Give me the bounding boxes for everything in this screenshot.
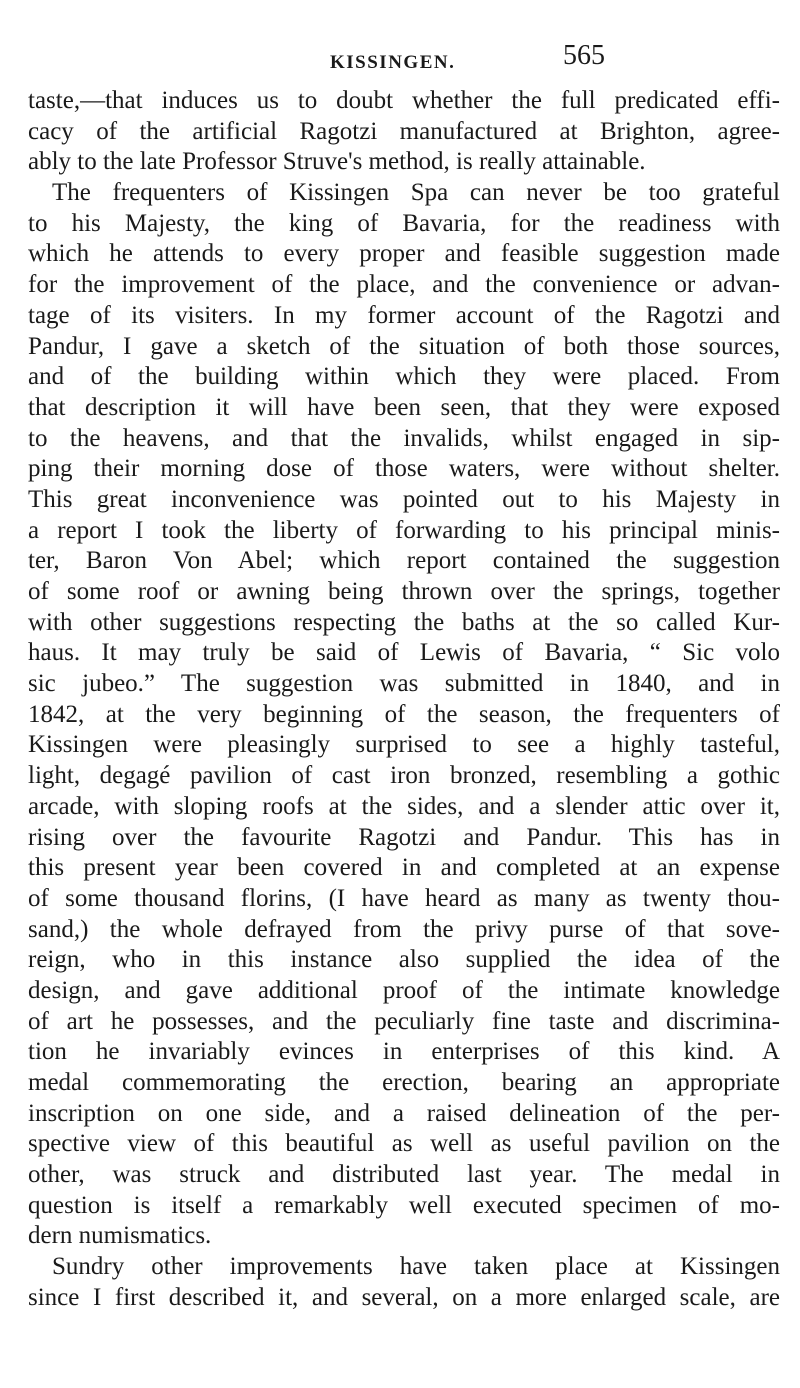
text-line: dern numismatics.	[28, 1222, 212, 1250]
text-line: tion he invariably evinces in enterprises of this kind. A	[28, 1038, 780, 1066]
text-line: this present year been covered in and completed at an expense	[28, 854, 780, 882]
page-number: 565	[563, 40, 605, 71]
text-line: with other suggestions respecting the baths at the so called Kur-	[28, 608, 780, 636]
text-line: ping their morning dose of those waters, were without shelter.	[28, 455, 780, 483]
text-line: Pandur, I gave a sketch of the situation of both those sources,	[28, 332, 780, 360]
text-line: question is itself a remarkably well executed specimen of mo-	[28, 1191, 780, 1219]
text-line: tage of its visiters. In my former account of the Ragotzi and	[28, 301, 780, 329]
text-line: that description it will have been seen, that they were exposed	[28, 393, 780, 421]
text-line: of some thousand florins, (I have heard as many as twenty thou-	[28, 884, 780, 912]
text-line: spective view of this beautiful as well as useful pavilion on the	[28, 1130, 780, 1158]
text-line: to the heavens, and that the invalids, whilst engaged in sip-	[28, 424, 780, 452]
text-line: design, and gave additional proof of the intimate knowledge	[28, 976, 780, 1004]
text-line: other, was struck and distributed last year. The medal in	[28, 1161, 780, 1189]
text-line: taste,—that induces us to doubt whether the full predicated effi-	[28, 87, 780, 114]
text-line: This great inconvenience was pointed out to his Majesty in	[28, 485, 780, 513]
text-line: sic jubeo.” The suggestion was submitted in 1840, and in	[28, 670, 780, 698]
text-line: haus. It may truly be said of Lewis of Bavaria, “ Sic volo	[28, 639, 780, 667]
text-line: ably to the late Professor Struve's method, is really attainable.	[28, 148, 646, 176]
text-line: and of the building within which they were placed. From	[28, 363, 780, 391]
text-line: reign, who in this instance also supplied the idea of the	[28, 946, 780, 974]
text-line: to his Majesty, the king of Bavaria, for the readiness with	[28, 209, 780, 237]
text-line: rising over the favourite Ragotzi and Pandur. This has in	[28, 823, 780, 851]
text-line: a report I took the liberty of forwarding to his principal minis-	[28, 516, 780, 544]
text-line: cacy of the artificial Ragotzi manufactured at Brighton, agree-	[28, 117, 780, 145]
body-text	[28, 86, 780, 1314]
running-title: KISSINGEN.	[330, 52, 456, 73]
text-line: Kissingen were pleasingly surprised to see a highly tasteful,	[28, 731, 780, 759]
text-line: since I first described it, and several, on a more enlarged scale, are	[28, 1283, 780, 1311]
text-line: Sundry other improvements have taken place at Kissingen	[52, 1253, 780, 1281]
text-line: of art he possesses, and the peculiarly fine taste and discrimina-	[28, 1007, 780, 1035]
text-line: of some roof or awning being thrown over the springs, together	[28, 578, 780, 605]
text-line: for the improvement of the place, and the convenience or advan-	[28, 271, 780, 299]
text-line: 1842, at the very beginning of the season, the frequenters of	[28, 700, 780, 728]
text-line: arcade, with sloping roofs at the sides, and a slender attic over it,	[28, 792, 780, 820]
text-line: sand,) the whole defrayed from the privy purse of that sove-	[28, 915, 780, 943]
text-line: The frequenters of Kissingen Spa can never be too grateful	[52, 179, 780, 207]
text-line: medal commemorating the erection, bearing an appropriate	[28, 1069, 780, 1096]
text-line: which he attends to every proper and feasible suggestion made	[28, 240, 780, 268]
running-head	[0, 40, 800, 74]
text-line: light, degagé pavilion of cast iron bronzed, resembling a gothic	[28, 762, 780, 790]
text-line: inscription on one side, and a raised delineation of the per-	[28, 1099, 780, 1127]
text-line: ter, Baron Von Abel; which report contained the suggestion	[28, 547, 780, 575]
